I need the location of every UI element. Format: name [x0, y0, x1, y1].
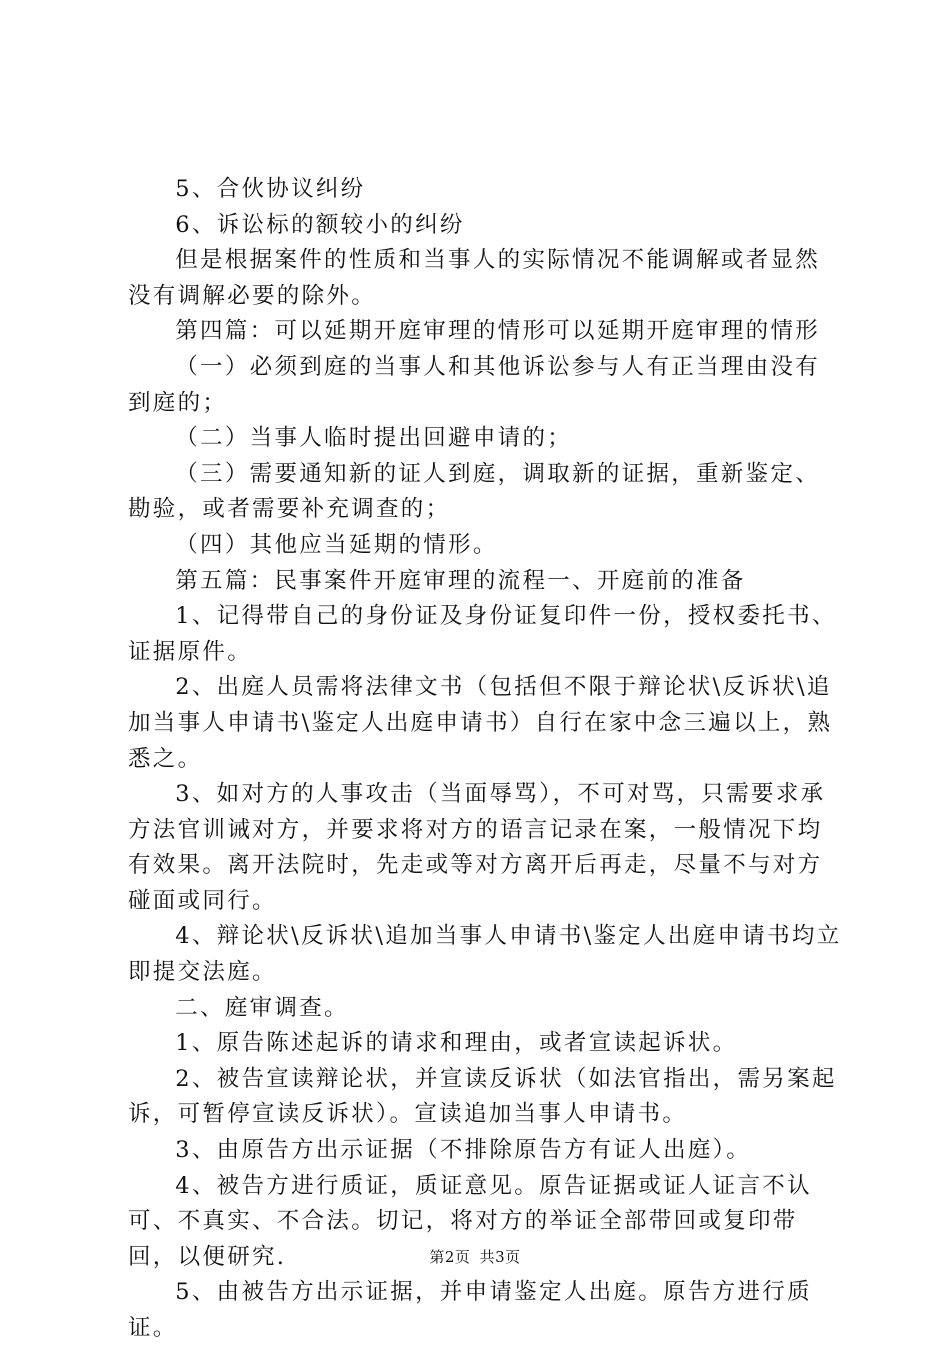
paragraph: 1、原告陈述起诉的请求和理由，或者宣读起诉状。 — [175, 1030, 738, 1057]
paragraph: 1、记得带自己的身份证及身份证复印件一份，授权委托书、证据原件。 — [128, 603, 837, 665]
paragraph: 5、由被告方出示证据，并申请鉴定人出庭。原告方进行质证。 — [128, 1279, 812, 1341]
paragraph: 3、由原告方出示证据（不排除原告方有证人出庭）。 — [175, 1137, 752, 1164]
paragraph: 但是根据案件的性质和当事人的实际情况不能调解或者显然没有调解必要的除外。 — [128, 247, 821, 309]
paragraph: 2、出庭人员需将法律文书（包括但不限于辩论状\反诉状\追加当事人申请书\鉴定人出庭申请书）自行在家中念三遍以上，熟悉之。 — [128, 674, 833, 772]
section-heading: 第四篇：可以延期开庭审理的情形可以延期开庭审理的情形 — [175, 318, 821, 345]
subsection-heading: 二、庭审调查。 — [175, 994, 349, 1021]
section-heading: 第五篇：民事案件开庭审理的流程一、开庭前的准备 — [175, 567, 746, 594]
paragraph: 3、如对方的人事攻击（当面辱骂），不可对骂，只需要求承方法官训诫对方，并要求将对方的语言记录在案，一般情况下均有效果。离开法院时，先走或等对方离开后再走，尽量不与对方碰面或同行。 — [128, 781, 826, 914]
paragraph: （一）必须到庭的当事人和其他诉讼参与人有正当理由没有到庭的； — [128, 353, 821, 416]
paragraph: 2、被告宣读辩论状，并宣读反诉状（如法官指出，需另案起诉，可暂停宣读反诉状）。宣读追加当事人申请书。 — [128, 1065, 837, 1128]
paragraph: 4、辩论状\反诉状\追加当事人申请书\鉴定人出庭申请书均立即提交法庭。 — [128, 923, 842, 986]
document-body — [128, 172, 843, 1347]
paragraph: 4、被告方进行质证，质证意见。原告证据或证人证言不认可、不真实、不合法。切记，将对方的举证全部带回或复印带回，以便研究. — [128, 1172, 812, 1270]
page-number: 第2页 — [429, 1248, 471, 1266]
paragraph: （二）当事人临时提出回避申请的； — [175, 425, 573, 452]
paragraph: （三）需要通知新的证人到庭，调取新的证据，重新鉴定、勘验，或者需要补充调查的； — [128, 460, 821, 523]
paragraph: 5、合伙协议纠纷 — [175, 176, 366, 202]
page-footer — [0, 1246, 950, 1267]
page-total: 共3页 — [479, 1248, 521, 1266]
paragraph: 6、诉讼标的额较小的纠纷 — [175, 211, 465, 238]
paragraph: （四）其他应当延期的情形。 — [175, 531, 498, 558]
